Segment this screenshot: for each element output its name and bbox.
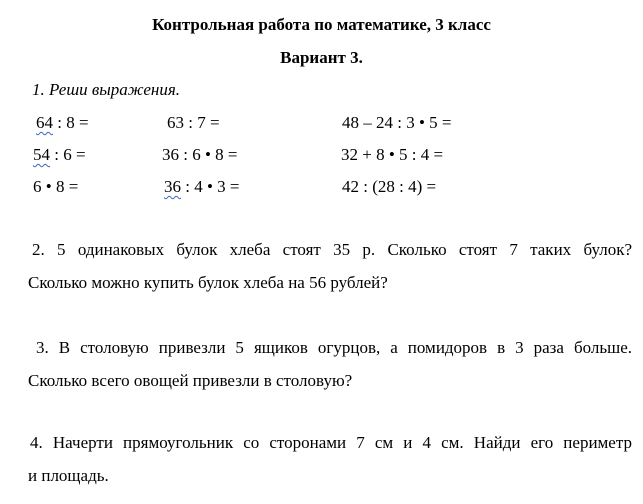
task2-line1: 2. 5 одинаковых булок хлеба стоят 35 р. Сколько стоят 7 таких булок? [32, 240, 632, 259]
expression-r1-c2: 63 : 7 = [167, 113, 220, 132]
task2-paragraph [28, 240, 632, 293]
expression-r2-c2: 36 : 6 • 8 = [162, 145, 238, 164]
task4-paragraph [28, 433, 632, 486]
expression-r3-c1: 6 • 8 = [33, 177, 79, 196]
task4-line2: и площадь. [28, 466, 109, 485]
expression-r2-c1: 54 : 6 = [33, 145, 86, 164]
task4-line1: 4. Начерти прямоугольник со сторонами 7 см и 4 см. Найди его периметр [30, 433, 632, 452]
expression-r3-c3: 42 : (28 : 4) = [342, 177, 437, 196]
task2-line2: Сколько можно купить булок хлеба на 56 рублей? [28, 273, 388, 292]
task3-line2: Сколько всего овощей привезли в столовую? [28, 371, 353, 390]
expression-r1-c1: 64 : 8 = [36, 113, 89, 132]
expression-r2-c3: 32 + 8 • 5 : 4 = [341, 145, 444, 164]
expression-r3-c2: 36 : 4 • 3 = [164, 177, 240, 196]
task1-heading: 1. Реши выражения. [32, 80, 181, 99]
expression-r1-c3: 48 – 24 : 3 • 5 = [342, 113, 452, 132]
document-title: Контрольная работа по математике, 3 класс [152, 15, 491, 34]
variant-heading: Вариант 3. [280, 48, 363, 67]
task3-line1: 3. В столовую привезли 5 ящиков огурцов, а помидоров в 3 раза больше. [36, 338, 632, 357]
task3-paragraph [28, 338, 632, 391]
